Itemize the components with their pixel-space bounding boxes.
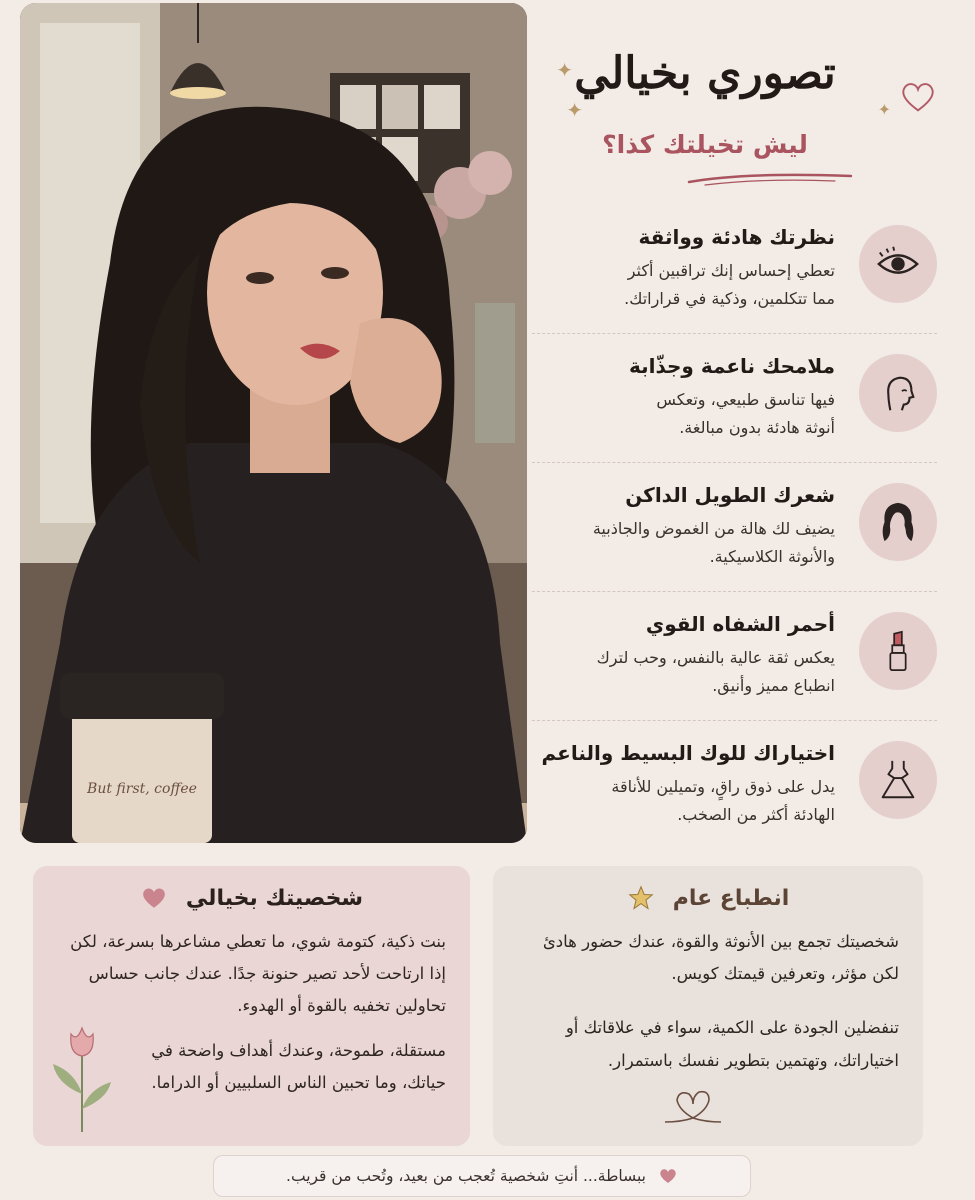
sparkle-icon: ✦ bbox=[566, 98, 583, 122]
lipstick-icon bbox=[859, 612, 937, 690]
card-paragraph: بنت ذكية، كتومة شوي، ما تعطي مشاعرها بسرعة، لكن إذا ارتاحت لأحد تصير حنونة جدًا. عندك جانب حساس تحاولين تخفيه بالقوة أو الهدوء. bbox=[70, 932, 446, 1016]
trait-desc-line: والأنوثة الكلاسيكية. bbox=[709, 547, 835, 566]
star-icon bbox=[627, 884, 655, 912]
sparkle-icon: ✦ bbox=[556, 58, 573, 82]
trait-desc-line: يعكس ثقة عالية بالنفس، وحب لترك bbox=[596, 648, 835, 667]
trait-title: نظرتك هادئة وواثقة bbox=[638, 225, 835, 249]
card-title: انطباع عام bbox=[672, 885, 790, 911]
trait-item bbox=[532, 721, 937, 850]
trait-desc-line: انطباع مميز وأنيق. bbox=[712, 676, 835, 695]
card-paragraph: تنفضلين الجودة على الكمية، سواء في علاقاتك أو اختياراتك، وتهتمين بتطوير نفسك باستمرار. bbox=[565, 1018, 899, 1070]
hair-icon bbox=[859, 483, 937, 561]
trait-desc-line: يدل على ذوق راقٍ، وتميلين للأناقة bbox=[611, 777, 835, 796]
trait-desc bbox=[538, 257, 835, 313]
face-profile-icon bbox=[859, 354, 937, 432]
dress-icon bbox=[859, 741, 937, 819]
trait-desc-line: مما تتكلمين، وذكية في قراراتك. bbox=[624, 289, 835, 308]
trait-desc bbox=[538, 773, 835, 829]
trait-title: أحمر الشفاه القوي bbox=[645, 612, 835, 636]
card-header bbox=[57, 884, 446, 912]
trait-title: شعرك الطويل الداكن bbox=[625, 483, 835, 507]
card-title: شخصيتك بخيالي bbox=[185, 885, 364, 911]
trait-desc-line: تعطي إحساس إنك تراقبين أكثر bbox=[627, 261, 835, 280]
heart-outline-icon bbox=[899, 78, 937, 116]
trait-title: اختياراك للوك البسيط والناعم bbox=[541, 741, 835, 765]
cup-label: But first, coffee bbox=[87, 781, 197, 797]
trait-desc bbox=[538, 386, 835, 442]
trait-desc-line: يضيف لك هالة من الغموض والجاذبية bbox=[592, 519, 835, 538]
page-subtitle: ليش تخيلتك كذا؟ bbox=[602, 130, 808, 159]
footer-banner bbox=[213, 1155, 751, 1197]
trait-desc-line: فيها تناسق طبيعي، وتعكس bbox=[656, 390, 835, 409]
trait-desc bbox=[538, 644, 835, 700]
card-header bbox=[517, 884, 899, 912]
heart-line-icon bbox=[663, 1088, 723, 1128]
trait-desc-line: الهادئة أكثر من الصخب. bbox=[677, 805, 835, 824]
sparkle-icon: ✦ bbox=[877, 100, 891, 119]
trait-item bbox=[532, 334, 937, 463]
portrait-photo bbox=[20, 3, 527, 843]
traits-list bbox=[532, 205, 937, 850]
card-paragraph: مستقلة، طموحة، وعندك أهداف واضحة في حياتك، وما تحبين الناس السلبيين أو الدراما. bbox=[151, 1040, 446, 1092]
trait-desc-line: أنوثة هادئة بدون مبالغة. bbox=[679, 418, 835, 437]
trait-title: ملامحك ناعمة وجذّابة bbox=[628, 354, 835, 378]
trait-desc bbox=[538, 515, 835, 571]
personality-card bbox=[33, 866, 470, 1146]
trait-item bbox=[532, 463, 937, 592]
page-title: تصوري بخيالي bbox=[574, 48, 836, 99]
trait-item bbox=[532, 592, 937, 721]
impression-card bbox=[493, 866, 923, 1146]
footer-text: ببساطة... أنتِ شخصية تُعجب من بعيد، وتُحب من قريب. bbox=[286, 1167, 646, 1185]
heart-icon bbox=[658, 1167, 678, 1185]
heart-icon bbox=[140, 884, 168, 912]
trait-item bbox=[532, 205, 937, 334]
tulip-icon bbox=[47, 1014, 117, 1134]
eye-icon bbox=[859, 225, 937, 303]
subtitle-underline bbox=[685, 168, 855, 188]
card-paragraph: شخصيتك تجمع بين الأنوثة والقوة، عندك حضور هادئ لكن مؤثر، وتعرفين قيمتك كويس. bbox=[542, 932, 899, 984]
